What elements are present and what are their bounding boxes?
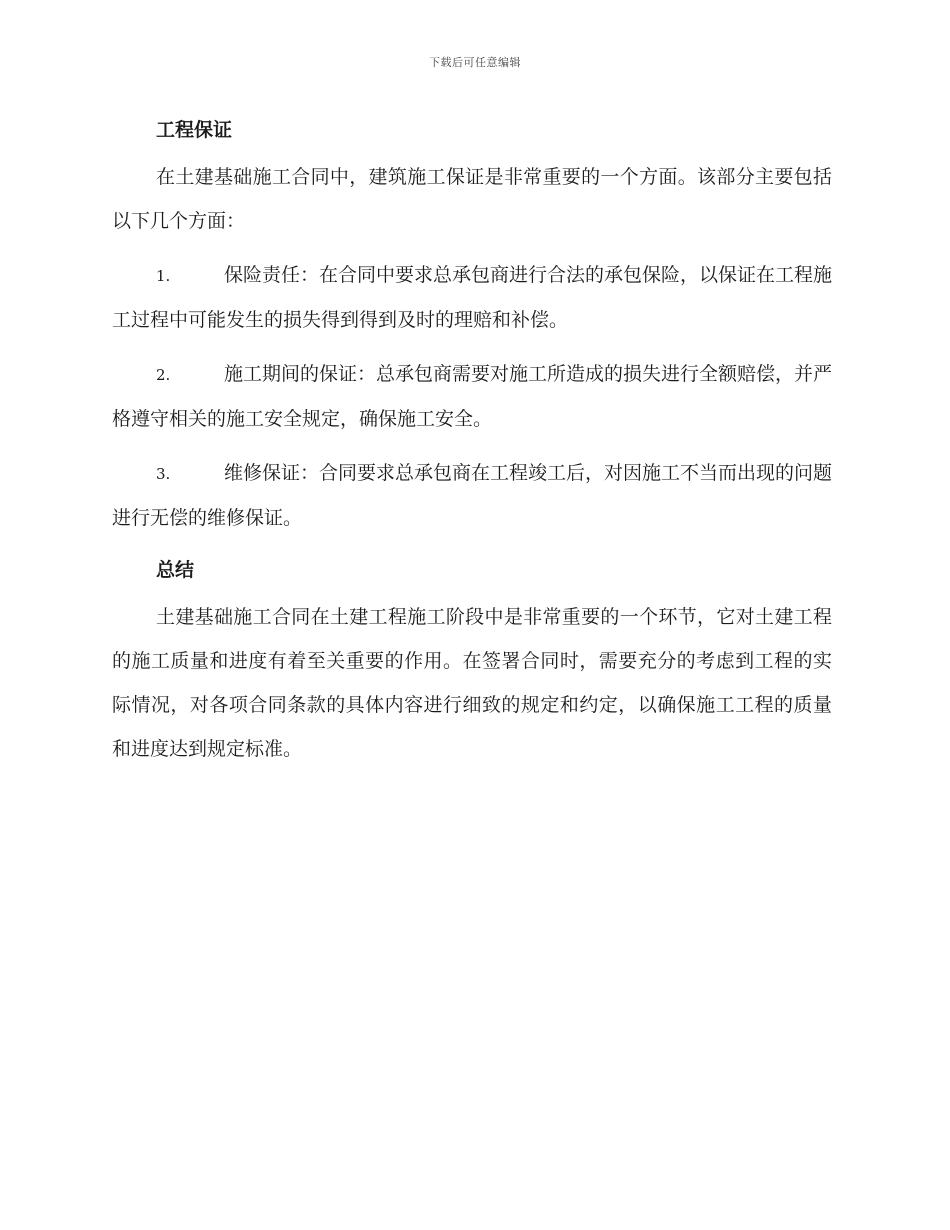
section-heading-guarantee: 工程保证 [156,119,233,141]
list-item [112,451,832,540]
list-item-text: 保险责任：在合同中要求总承包商进行合法的承包保险，以保证在工程施工过程中可能发生的损失得到得到及时的理赔和补偿。 [112,264,833,331]
page-header: 下载后可任意编辑 [429,56,521,69]
list-item-number: 2. [156,366,171,384]
list-item [112,253,832,342]
section-heading-summary: 总结 [156,559,195,581]
list-item-text: 施工期间的保证：总承包商需要对施工所造成的损失进行全额赔偿，并严格遵守相关的施工安全规定，确保施工安全。 [112,363,833,430]
list-item-number: 1. [156,267,171,285]
list-item-number: 3. [156,465,171,483]
document-body [112,110,832,781]
list-item [112,352,832,441]
section-intro-paragraph: 在土建基础施工合同中，建筑施工保证是非常重要的一个方面。该部分主要包括以下几个方面： [112,166,832,232]
summary-paragraph: 土建基础施工合同在土建工程施工阶段中是非常重要的一个环节，它对土建工程的施工质量和进度有着至关重要的作用。在签署合同时，需要充分的考虑到工程的实际情况，对各项合同条款的具体内容进行细致的规定和约定，以确保施工工程的质量和进度达到规定标准。 [112,606,832,760]
list-item-text: 维修保证：合同要求总承包商在工程竣工后，对因施工不当而出现的问题进行无偿的维修保证。 [112,462,833,529]
